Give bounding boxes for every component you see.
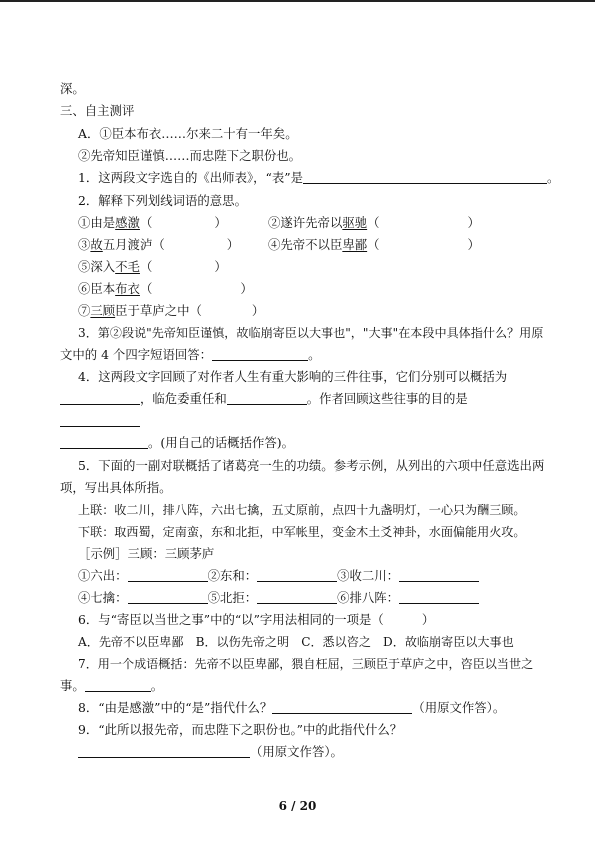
- vocab-item: [78, 234, 239, 256]
- vocab-item: [268, 212, 480, 234]
- paren-close: ）: [214, 259, 227, 274]
- question-text: 。(用自己的话概括作答)。: [148, 435, 294, 450]
- item-text: ④先帝不以臣: [268, 237, 343, 252]
- question-8: [78, 697, 505, 719]
- question-6-options: A．先帝不以臣卑鄙 B．以伤先帝之明 C．悉以咨之 D．故临崩寄臣以大事也: [78, 635, 514, 649]
- item-text: ⑤深入: [78, 259, 116, 274]
- punctuation: 。: [150, 678, 164, 693]
- underlined-word: 驱驰: [342, 215, 368, 230]
- answer-blank[interactable]: [399, 568, 479, 582]
- underlined-word: 感激: [115, 215, 140, 230]
- question-text: 6．与“寄臣以当世之事”中的“以”字用法相同的一项是（: [78, 612, 384, 627]
- answer-blank[interactable]: [227, 391, 307, 405]
- question-text: 文中的 4 个四字短语回答：: [60, 347, 213, 362]
- item-label: ⑥排八阵：: [337, 590, 400, 605]
- item-label: ⑤北拒：: [207, 590, 258, 605]
- vocab-item: [78, 278, 253, 300]
- example-line: ［示例］三顾：三顾茅庐: [78, 546, 215, 561]
- underlined-word: 故: [90, 237, 103, 252]
- punctuation: 。: [547, 170, 560, 185]
- text-line: 深。: [60, 81, 85, 96]
- answer-blank[interactable]: [60, 435, 148, 449]
- vocab-item: [78, 256, 227, 278]
- paren-open: （: [367, 215, 380, 230]
- question-text: 。作者回顾这些往事的目的是: [306, 391, 468, 406]
- answer-blank[interactable]: [128, 590, 208, 604]
- text-line: A．①臣本布衣……尔来二十有一年矣。: [78, 126, 298, 141]
- answer-blank[interactable]: [257, 590, 337, 604]
- item-text: ①由是: [78, 215, 116, 230]
- item-text: ②遂许先帝以: [268, 215, 343, 230]
- item-text: ⑥臣本: [78, 281, 116, 296]
- question-7: 7．用一个成语概括：先帝不以臣卑鄙，猥自枉屈，三顾臣于草庐之中，咨臣以当世之: [78, 657, 534, 671]
- question-3-cont: [60, 344, 320, 366]
- question-text: （用原文作答）。: [250, 744, 343, 759]
- vocab-item: [78, 300, 264, 322]
- answer-blank[interactable]: [78, 744, 250, 758]
- paren-open: （: [139, 215, 153, 230]
- fill-row: [78, 587, 479, 609]
- item-label: ④七擒：: [78, 590, 128, 605]
- underlined-word: 不毛: [115, 259, 140, 274]
- paren-close: ）: [467, 215, 480, 230]
- question-2: 2．解释下列划线词语的意思。: [78, 193, 247, 208]
- couplet-lower: 下联：取西蜀，定南蛮，东和北拒，中军帐里，变金木土爻神卦，水面偏能用火攻。: [78, 525, 526, 539]
- item-text: ③: [78, 237, 91, 252]
- question-9: 9．“此所以报先帝，而忠陛下之职份也。”中的此指代什么？: [78, 722, 403, 737]
- couplet-upper: 上联：收二川，排八阵，六出七擒，五丈原前，点四十九盏明灯，一心只为酬三顾。: [78, 503, 526, 517]
- item-label: ②东和：: [207, 568, 258, 583]
- paren-close: ）: [240, 281, 253, 296]
- item-label: ③收二川：: [337, 568, 400, 583]
- question-4-cont: [60, 388, 468, 410]
- text-line: ②先帝知臣谨慎……而忠陛下之职份也。: [78, 148, 302, 163]
- vocab-item: [78, 212, 227, 234]
- question-7-cont: [60, 675, 163, 697]
- question-4-end: [60, 432, 294, 454]
- paren-close: ）: [467, 237, 480, 252]
- paren-close: ）: [421, 612, 435, 627]
- paren-open: （: [367, 237, 380, 252]
- question-4: 4．这两段文字回顾了对作者人生有重大影响的三件往事，它们分别可以概括为: [78, 369, 508, 384]
- question-3: 3．第②段说"先帝知臣谨慎，故临崩寄臣以大事也"，"大事"在本段中具体指什么？用原: [78, 326, 544, 340]
- question-text: 事。: [60, 678, 85, 693]
- item-text: 五月渡泸（: [102, 237, 165, 252]
- answer-blank[interactable]: [399, 590, 479, 604]
- answer-blank[interactable]: [303, 170, 547, 184]
- item-label: ①六出：: [78, 568, 128, 583]
- question-text: （用原文作答）。: [412, 700, 506, 715]
- paren-open: （: [139, 259, 153, 274]
- question-text: ，临危委重任和: [140, 391, 227, 406]
- underlined-word: 卑鄙: [342, 237, 368, 252]
- answer-line: [60, 410, 140, 432]
- question-5-cont: 项，写出具体所指。: [60, 480, 172, 495]
- question-6: [78, 609, 434, 631]
- underlined-word: 三顾: [90, 303, 116, 318]
- paren-close: ）: [214, 215, 227, 230]
- answer-blank[interactable]: [128, 568, 208, 582]
- question-5: 5．下面的一副对联概括了诸葛亮一生的功绩。参考示例，从列出的六项中任意选出两: [78, 458, 545, 473]
- paren-open: （: [139, 281, 153, 296]
- fill-row: [78, 565, 479, 587]
- item-text: ⑦: [78, 303, 91, 318]
- question-text: 8．“由是感激”中的“是”指代什么？: [78, 700, 273, 715]
- question-9-cont: [78, 741, 343, 763]
- question-1: [78, 167, 559, 189]
- answer-blank[interactable]: [85, 678, 151, 692]
- answer-blank[interactable]: [257, 568, 337, 582]
- vocab-item: [268, 234, 480, 256]
- punctuation: 。: [308, 347, 321, 362]
- section-heading: 三、自主测评: [60, 103, 135, 118]
- answer-blank[interactable]: [212, 347, 308, 361]
- page-number: 6 / 20: [278, 799, 317, 813]
- answer-blank[interactable]: [60, 391, 140, 405]
- underlined-word: 布衣: [115, 281, 140, 296]
- answer-blank[interactable]: [60, 413, 140, 427]
- paren-close: ）: [226, 237, 240, 252]
- paren-close: ）: [251, 303, 265, 318]
- answer-blank[interactable]: [272, 700, 412, 714]
- question-text: 1．这两段文字选自的《出师表》，“表”是: [78, 170, 303, 185]
- item-text: 臣于草庐之中（: [115, 303, 202, 318]
